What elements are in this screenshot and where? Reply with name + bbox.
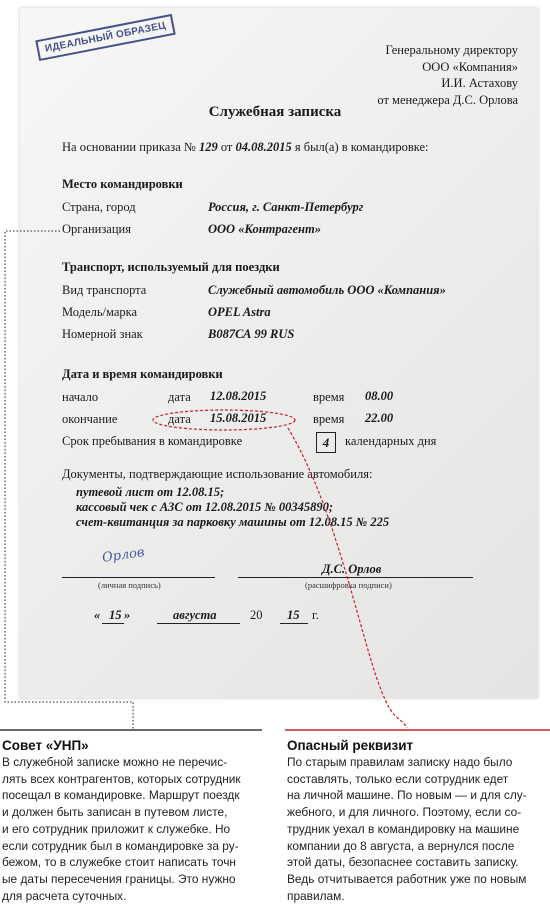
handwritten-signature: Орлов	[101, 545, 146, 566]
date-suffix: г.	[312, 608, 319, 622]
tip-right-line: правилам.	[287, 888, 345, 903]
intro-prefix: На основании приказа №	[62, 140, 196, 154]
tip-left-line: для расчета суточных.	[2, 888, 127, 903]
intro-suffix: я был(а) в командировке:	[294, 140, 429, 154]
tip-left-title: Совет «УНП»	[2, 738, 89, 753]
day-line	[102, 623, 124, 624]
transport-type-value: Служебный автомобиль ООО «Компания»	[208, 283, 446, 297]
model-value: OPEL Astra	[208, 305, 271, 319]
addressee-line: от менеджера Д.С. Орлова	[377, 92, 518, 107]
memo-title: Служебная записка	[208, 104, 342, 120]
sign-line	[62, 577, 215, 578]
month-line	[157, 623, 240, 624]
org-label: Организация	[62, 222, 131, 236]
date-open-quote: «	[94, 608, 101, 622]
addressee-line: И.И. Астахову	[441, 76, 518, 90]
name-line	[238, 577, 473, 578]
tip-left-line: ые даты пересечения границы. Это нужно	[2, 871, 236, 886]
name-caption: (расшифровка подписи)	[305, 580, 392, 590]
tip-left-line: лять всех контрагентов, которых сотрудник	[2, 771, 241, 786]
document-item: счет-квитанция за парковку машины от 12.08.15 № 225	[76, 515, 390, 529]
addressee-line: Генеральному директору	[385, 43, 518, 57]
date-day: 15	[109, 608, 122, 622]
intro-from: от	[220, 140, 233, 154]
stay-unit: календарных дня	[345, 434, 437, 448]
start-date-value: 12.08.2015	[210, 389, 267, 403]
end-date-value: 15.08.2015	[210, 411, 267, 425]
tip-left-line: и должен быть записан в путевом листе,	[2, 805, 228, 820]
tip-left-line: и его сотрудник приложит к служебке. Но	[2, 821, 231, 836]
transport-heading: Транспорт, используемый для поездки	[62, 260, 280, 274]
documents-heading: Документы, подтверждающие использование автомобиля:	[62, 467, 373, 481]
model-label: Модель/марка	[62, 305, 138, 319]
signature-name: Д.С. Орлов	[322, 562, 382, 576]
order-number: 129	[198, 140, 218, 154]
tip-right-line: этой даты, безопаснее составить записку.	[287, 855, 519, 870]
tip-right-line: компании до 8 августа, а вернулся после	[287, 838, 515, 853]
document-item: кассовый чек с АЗС от 12.08.2015 № 00345890;	[76, 500, 334, 514]
tip-right-body	[287, 754, 527, 904]
order-date: 04.08.2015	[235, 140, 292, 154]
stay-days-box: 4	[316, 432, 336, 453]
date-month: августа	[173, 608, 217, 622]
datetime-heading: Дата и время командировки	[62, 367, 223, 381]
intro-line	[62, 140, 429, 155]
date-century: 20	[250, 608, 263, 622]
tip-left-line: В служебной записке можно не перечис-	[2, 755, 228, 769]
end-time-value: 22.00	[365, 411, 394, 425]
tip-right-line: на личной машине. По новым — и для слу-	[287, 788, 527, 803]
tip-right-line: составлять, только если сотрудник едет	[287, 771, 509, 786]
addressee-block	[377, 42, 518, 108]
country-value: Россия, г. Санкт-Петербург	[208, 200, 364, 214]
transport-type-label: Вид транспорта	[62, 283, 147, 297]
stay-label: Срок пребывания в командировке	[62, 434, 243, 448]
tip-left-line: бежом, то в служебке стоит написать точн	[2, 855, 237, 870]
plate-value: В087СА 99 RUS	[208, 327, 295, 341]
date-year: 15	[287, 608, 300, 622]
tip-right-line: Ведь отчитывается работник уже по новым	[287, 871, 527, 886]
country-label: Страна, город	[62, 200, 136, 214]
plate-label: Номерной знак	[62, 327, 143, 341]
start-time-value: 08.00	[365, 389, 394, 403]
tip-right-title: Опасный реквизит	[287, 738, 414, 753]
tip-right-line: По старым правилам записку надо было	[287, 755, 513, 769]
sign-caption: (личная подпись)	[98, 580, 161, 590]
start-label: начало	[62, 390, 99, 404]
start-date-label: дата	[168, 390, 191, 404]
document-item: путевой лист от 12.08.15;	[76, 485, 225, 499]
place-heading: Место командировки	[62, 177, 183, 191]
end-date-label: дата	[168, 412, 191, 426]
tip-left-body	[2, 754, 241, 904]
year-line	[280, 623, 308, 624]
end-label: окончание	[62, 412, 118, 426]
date-close-quote: »	[124, 608, 131, 622]
addressee-line: ООО «Компания»	[422, 59, 518, 74]
tip-left-line: посещал в командировке. Маршрут поездк	[2, 788, 240, 803]
tip-left-line: если сотрудник был в командировке за ру-	[2, 838, 239, 853]
end-time-label: время	[313, 412, 345, 426]
tip-right-line: трудник уехал в командировку на машине	[287, 821, 520, 836]
sample-stamp: ИДЕАЛЬНЫЙ ОБРАЗЕЦ	[35, 14, 175, 61]
tip-right-line: жебного, и для личного. Поэтому, если со-	[287, 805, 522, 820]
org-value: ООО «Контрагент»	[208, 222, 321, 236]
start-time-label: время	[313, 390, 345, 404]
